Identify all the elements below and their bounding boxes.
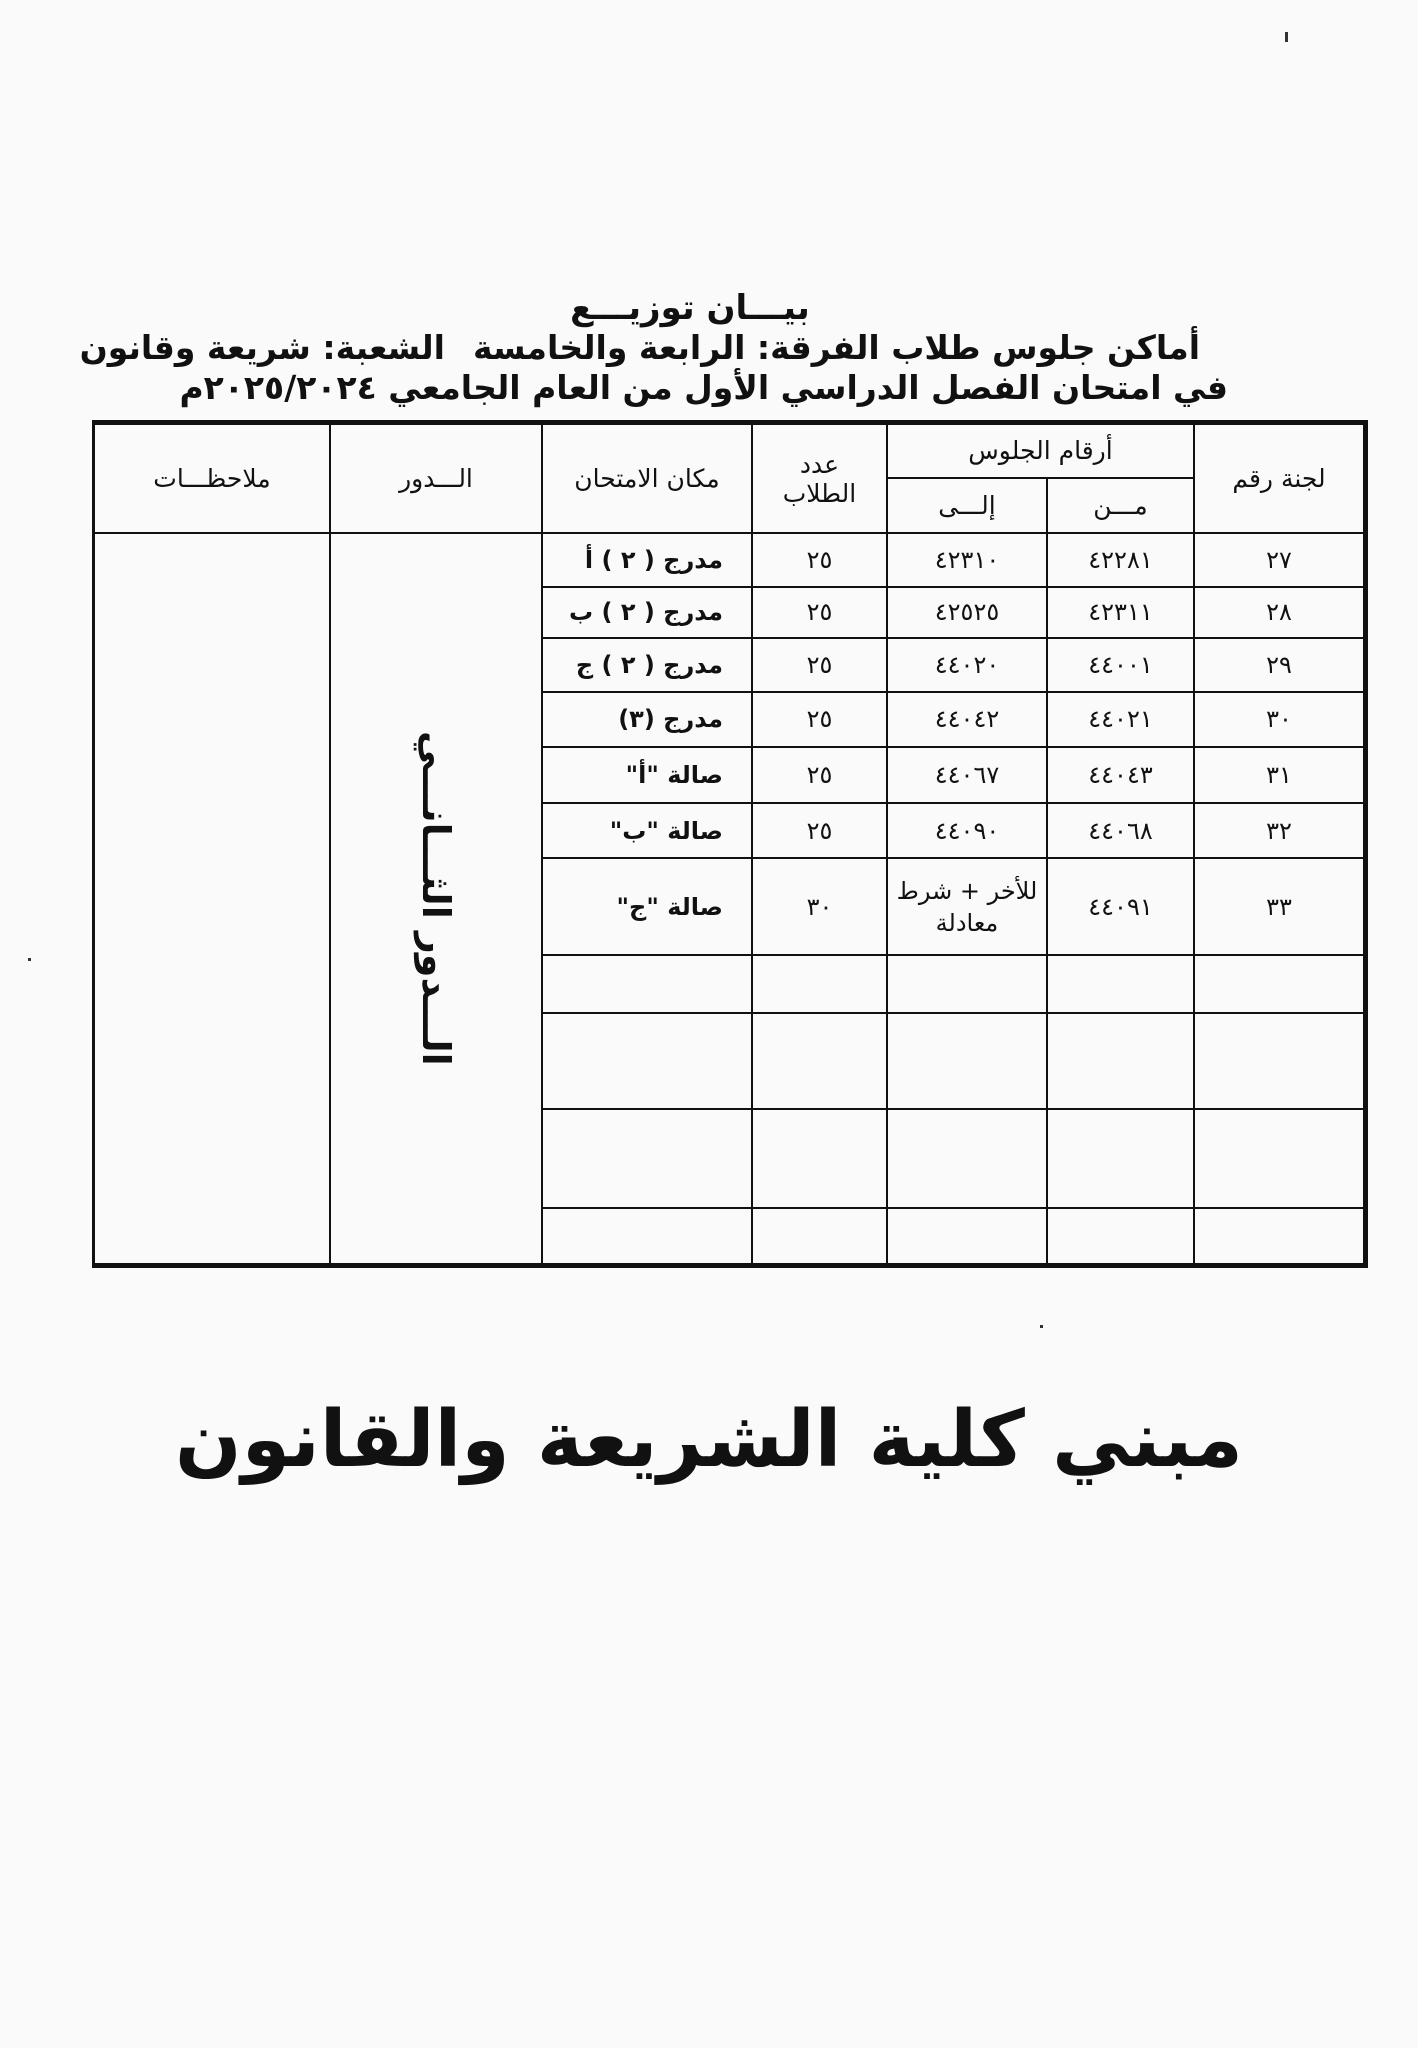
seat-from-cell: ٤٤٠٦٨ [1047,803,1194,859]
table-row [94,533,1364,587]
committee-cell: ٢٩ [1194,638,1364,692]
scan-mark [28,958,31,961]
committee-cell: ٢٧ [1194,533,1364,587]
count-cell: ٢٥ [752,692,887,748]
seating-table-frame [92,420,1368,1268]
document-header [79,288,1240,408]
header-exam-place: مكان الامتحان [542,424,752,533]
count-cell: ٢٥ [752,803,887,859]
title-statement: بيـــان توزيـــع [570,288,810,328]
place-cell: صالة "ج" [542,858,752,955]
subtitle-division: الشعبة: شريعة وقانون [79,328,445,367]
seat-to-cell: ٤٤٠٦٧ [887,747,1047,803]
seat-from-cell: ٤٢٣١١ [1047,587,1194,638]
count-cell: ٢٥ [752,638,887,692]
seat-from-cell: ٤٤٠٢١ [1047,692,1194,748]
place-cell: مدرج ( ٢ ) ب [542,587,752,638]
building-name: مبني كلية الشريعة والقانون [175,1395,1243,1485]
count-cell: ٢٥ [752,747,887,803]
seat-to-cell: ٤٤٠٩٠ [887,803,1047,859]
header-committee: لجنة رقم [1194,424,1364,533]
committee-cell: ٣٢ [1194,803,1364,859]
header-notes: ملاحظـــات [94,424,330,533]
seat-from-cell: ٤٤٠٩١ [1047,858,1194,955]
committee-cell: ٣٣ [1194,858,1364,955]
subtitle-exam: في امتحان الفصل الدراسي الأول من العام الجامعي ٢٠٢٥/٢٠٢٤م [179,368,1228,407]
scan-mark [1285,32,1288,42]
header-to: إلـــى [887,478,1047,534]
floor-cell [330,533,542,1264]
seat-to-cell: للأخر + شرط معادلة [887,858,1047,955]
header-student-count [752,424,887,533]
header-from: مـــن [1047,478,1194,534]
subtitle-grade: أماكن جلوس طلاب الفرقة: الرابعة والخامسة [472,328,1200,367]
committee-cell: ٢٨ [1194,587,1364,638]
place-cell: مدرج ( ٢ ) أ [542,533,752,587]
seating-table [93,423,1365,1265]
seat-to-cell: ٤٢٣١٠ [887,533,1047,587]
seat-from-cell: ٤٤٠٠١ [1047,638,1194,692]
place-cell: مدرج (٣) [542,692,752,748]
committee-cell: ٣١ [1194,747,1364,803]
header-floor: الـــدور [330,424,542,533]
count-cell: ٢٥ [752,587,887,638]
place-cell: صالة "ب" [542,803,752,859]
subtitle-students [79,328,1240,368]
count-cell: ٢٥ [752,533,887,587]
floor-value: الـــدور الثـــانـــي [413,731,458,1066]
scan-mark [1040,1325,1043,1328]
seat-to-cell: ٤٢٥٢٥ [887,587,1047,638]
header-seat-numbers: أرقام الجلوس [887,424,1194,478]
seat-from-cell: ٤٤٠٤٣ [1047,747,1194,803]
committee-cell: ٣٠ [1194,692,1364,748]
header-count-line2: الطلاب [782,478,857,508]
header-count-line1: عدد [799,449,840,479]
seat-to-cell: ٤٤٠٤٢ [887,692,1047,748]
notes-cell [94,533,330,1264]
place-cell: مدرج ( ٢ ) ج [542,638,752,692]
count-cell: ٣٠ [752,858,887,955]
seat-to-cell: ٤٤٠٢٠ [887,638,1047,692]
seat-from-cell: ٤٢٢٨١ [1047,533,1194,587]
place-cell: صالة "أ" [542,747,752,803]
